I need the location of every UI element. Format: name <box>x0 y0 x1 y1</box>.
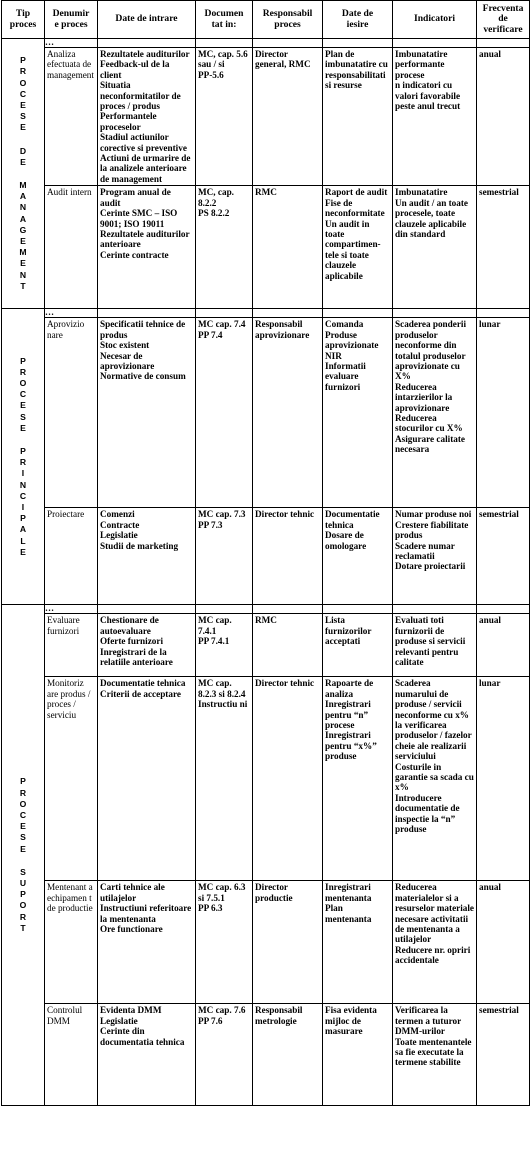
empty-cell <box>98 39 196 48</box>
vertical-letter: E <box>20 258 26 269</box>
cell-line: Scaderea ponderii produselor neconforme din totalul produselor aprovizionate cu X% <box>395 319 467 382</box>
cell-line: Contracte <box>100 519 140 530</box>
cell-line: NIR <box>325 350 342 361</box>
vertical-letter: A <box>19 524 27 535</box>
cell-line: MC cap. 7.4 <box>198 319 246 330</box>
vertical-letter: O <box>19 377 27 388</box>
cell-line: MC cap. 7.3 <box>198 509 246 520</box>
table-row <box>2 614 530 677</box>
cell-intrare <box>98 614 196 677</box>
cell-denumire: Evaluare furnizori <box>45 614 98 677</box>
ellipsis: … <box>45 39 98 48</box>
cell-line: Comanda <box>325 319 364 330</box>
empty-cell <box>98 309 196 318</box>
empty-cell <box>253 39 323 48</box>
vertical-letter: E <box>20 546 26 557</box>
vertical-letter: N <box>19 479 27 490</box>
cell-responsabil: RMC <box>253 186 323 309</box>
ellipsis-row <box>2 39 530 48</box>
cell-frecventa: lunar <box>477 677 530 881</box>
cell-line: Informatii evaluare furnizori <box>325 360 366 392</box>
header-tip: Tip proces <box>2 1 45 39</box>
header-iesire: Date de iesire <box>323 1 393 39</box>
vertical-letter: I <box>21 501 25 512</box>
cell-frecventa: anual <box>477 48 530 186</box>
vertical-letter: R <box>19 787 27 798</box>
cell-line: MC, cap. 5.6 <box>198 49 248 59</box>
table-row <box>2 318 530 508</box>
cell-line: Rapoarte de analiza <box>325 678 374 699</box>
cell-line: Cerinte contracte <box>100 249 169 260</box>
cell-documentat <box>196 48 253 186</box>
process-type-management <box>2 39 45 309</box>
table-row <box>2 881 530 1004</box>
vertical-letter: E <box>20 236 26 247</box>
cell-line: Oferte furnizori <box>100 636 164 647</box>
vertical-letter: R <box>19 66 27 77</box>
cell-line: PP 7.4 <box>198 329 223 340</box>
ellipsis: … <box>45 605 98 614</box>
cell-indicatori <box>393 508 477 605</box>
vertical-letter: P <box>20 513 26 524</box>
cell-line: PP 7.4.1 <box>198 636 230 647</box>
empty-cell <box>477 39 530 48</box>
empty-cell <box>393 39 477 48</box>
cell-line: Instructiuni referitoare la mentenanta <box>100 903 192 924</box>
cell-documentat <box>196 508 253 605</box>
cell-line: Reducerea intarzierilor la aprovizionare <box>395 381 453 413</box>
vertical-letter: N <box>19 269 27 280</box>
vertical-letter: N <box>19 202 27 213</box>
vertical-letter: R <box>19 911 27 922</box>
cell-line: Actiuni de urmarire de la analizele anterioare de management <box>100 153 191 184</box>
table-row <box>2 48 530 186</box>
cell-line: Ore functionare <box>100 923 163 934</box>
cell-documentat <box>196 881 253 1004</box>
cell-line: Produse aprovizionate <box>325 329 379 351</box>
cell-denumire: Controlul DMM <box>45 1004 98 1106</box>
cell-line: Dotare proiectarii <box>395 561 466 572</box>
empty-cell <box>196 605 253 614</box>
vertical-letter: C <box>19 810 27 821</box>
cell-line: Toate mentenantele sa fie executate la termene stabilite <box>395 1036 472 1068</box>
cell-indicatori <box>393 677 477 881</box>
vertical-letter <box>2 168 44 180</box>
vertical-letter: T <box>20 922 26 933</box>
cell-line: Program anual de audit <box>100 187 171 208</box>
cell-responsabil: Director tehnic <box>253 677 323 881</box>
cell-line: Dosare de omologare <box>325 530 367 551</box>
cell-line: MC cap. 7.4.1 <box>198 615 232 636</box>
cell-line: PP 7.3 <box>198 519 223 530</box>
vertical-letter: C <box>19 389 27 400</box>
cell-frecventa: semestrial <box>477 1004 530 1106</box>
cell-line: PP 6.3 <box>198 903 223 914</box>
cell-line: MC cap. 6.3 si 7.5.1 <box>198 882 246 903</box>
vertical-letter: S <box>20 111 26 122</box>
cell-frecventa: semestrial <box>477 508 530 605</box>
empty-cell <box>323 605 393 614</box>
cell-line: Evidenta DMM <box>100 1005 162 1016</box>
cell-line: Cerinte SMC – ISO 9001; ISO 19011 <box>100 208 178 229</box>
cell-frecventa: lunar <box>477 318 530 508</box>
cell-iesire <box>323 677 393 881</box>
empty-cell <box>477 309 530 318</box>
cell-line: Numar produse noi <box>395 509 472 520</box>
cell-frecventa: semestrial <box>477 186 530 309</box>
cell-line: PP-5.6 <box>198 69 224 80</box>
vertical-letter: S <box>20 411 26 422</box>
vertical-letter: A <box>19 191 27 202</box>
cell-line: PS 8.2.2 <box>198 208 230 219</box>
cell-indicatori <box>393 48 477 186</box>
vertical-letter: I <box>21 468 25 479</box>
cell-iesire <box>323 881 393 1004</box>
cell-frecventa: anual <box>477 881 530 1004</box>
vertical-letter: C <box>19 88 27 99</box>
cell-responsabil: Director general, RMC <box>253 48 323 186</box>
cell-indicatori <box>393 1004 477 1106</box>
cell-indicatori <box>393 186 477 309</box>
cell-intrare <box>98 881 196 1004</box>
cell-documentat <box>196 1004 253 1106</box>
cell-line: Fise de neconformitate <box>325 197 385 219</box>
cell-responsabil: Responsabil metrologie <box>253 1004 323 1106</box>
cell-line: Criterii de acceptare <box>100 688 181 699</box>
cell-line: Reducerea materialelor si a resurselor materiale necesare activitatii de mentenanta a utilajelor <box>395 882 474 945</box>
cell-line: Legislatie <box>100 530 138 541</box>
cell-line: Crestere fiabilitate produs <box>395 519 469 541</box>
vertical-letter <box>2 855 44 867</box>
vertical-letter: P <box>20 55 26 66</box>
cell-denumire: Aprovizio nare <box>45 318 98 508</box>
vertical-letter: E <box>20 122 26 133</box>
cell-line: Introducere documentatie de inspectie la “n” produse <box>395 792 460 834</box>
cell-intrare <box>98 508 196 605</box>
vertical-letter: O <box>19 900 27 911</box>
empty-cell <box>253 605 323 614</box>
empty-cell <box>98 605 196 614</box>
cell-intrare <box>98 318 196 508</box>
vertical-letter: P <box>20 445 26 456</box>
cell-line: Stoc existent <box>100 340 150 351</box>
cell-line: Imbunatatire <box>395 187 448 198</box>
vertical-letter: E <box>20 100 26 111</box>
cell-line: Rezultatele auditurilor anterioare <box>100 228 190 250</box>
vertical-letter: E <box>20 821 26 832</box>
vertical-letter: O <box>19 798 27 809</box>
vertical-letter: T <box>20 280 26 291</box>
cell-line: Studii de marketing <box>100 540 179 551</box>
cell-line: MC cap. 8.2.3 si 8.2.4 <box>198 678 246 699</box>
cell-line: Documentatie tehnica <box>100 678 186 689</box>
cell-iesire <box>323 186 393 309</box>
table-row <box>2 186 530 309</box>
cell-documentat <box>196 186 253 309</box>
vertical-letter: E <box>20 400 26 411</box>
vertical-letter: E <box>20 422 26 433</box>
cell-responsabil: RMC <box>253 614 323 677</box>
table-row <box>2 677 530 881</box>
cell-line: n indicatori cu valori favorabile peste anul trecut <box>395 80 461 112</box>
cell-line: Feedback-ul de la client <box>100 59 170 80</box>
vertical-letter: P <box>20 776 26 787</box>
empty-cell <box>477 605 530 614</box>
header-denumire: Denumir e proces <box>45 1 98 39</box>
process-matrix-table <box>1 0 530 1106</box>
cell-line: Scaderea numarului de produse / servicii neconforme cu x% la verificarea produselor / fazelor cheie ale realizarii serviciului <box>395 678 472 762</box>
cell-line: Un audit in toate compartimen-tele si toate clauzele aplicabile <box>325 218 381 281</box>
cell-line: Inregistrari mentenanta <box>325 882 372 903</box>
cell-intrare <box>98 186 196 309</box>
vertical-letter: R <box>19 366 27 377</box>
cell-line: Reducere nr. opriri accidentale <box>395 944 471 966</box>
header-indicatori: Indicatori <box>393 1 477 39</box>
header-documentat: Documen tat in: <box>196 1 253 39</box>
cell-iesire: Plan de imbunatatire cu responsabilitati si resurse <box>323 48 393 186</box>
cell-intrare <box>98 677 196 881</box>
cell-line: Inregistrari pentru “x%” produse <box>325 730 377 762</box>
cell-line: Chestionare de autoevaluare <box>100 615 159 636</box>
ellipsis-row <box>2 605 530 614</box>
cell-line: Legislatie <box>100 1015 138 1026</box>
cell-responsabil: Director tehnic <box>253 508 323 605</box>
empty-cell <box>196 309 253 318</box>
ellipsis: … <box>45 309 98 318</box>
cell-line: Cerinte din documentatia tehnica <box>100 1026 185 1047</box>
cell-line: Situatia neconformitatilor de proces / produs <box>100 80 181 112</box>
cell-line: Raport de audit <box>325 187 388 198</box>
cell-indicatori <box>393 614 477 677</box>
cell-line: Un audit / an toate procesele, toate clauzele aplicabile din standard <box>395 197 468 239</box>
process-type-principale <box>2 309 45 605</box>
empty-cell <box>323 39 393 48</box>
cell-denumire: Analiza efectuata de management <box>45 48 98 186</box>
table-row <box>2 508 530 605</box>
cell-line: Asigurare calitate necesara <box>395 433 465 455</box>
cell-line: Stadiul actiunilor corective si preventive <box>100 132 187 153</box>
table-row <box>2 1004 530 1106</box>
header-frecventa: Frecventa de verificare <box>477 1 530 39</box>
cell-line: Specificatii tehnice de produs <box>100 319 186 340</box>
cell-line: PP 7.6 <box>198 1015 223 1026</box>
cell-indicatori <box>393 881 477 1004</box>
empty-cell <box>253 309 323 318</box>
header-row <box>2 1 530 39</box>
vertical-letter: O <box>19 77 27 88</box>
cell-documentat <box>196 677 253 881</box>
empty-cell <box>393 605 477 614</box>
cell-line: Performantele proceselor <box>100 111 157 132</box>
cell-intrare <box>98 1004 196 1106</box>
cell-line: Evaluati toti furnizorii de produse si servicii relevanti pentru calitate <box>395 615 466 667</box>
cell-line: Comenzi <box>100 509 135 520</box>
vertical-letter: R <box>19 457 27 468</box>
vertical-letter: G <box>19 224 27 235</box>
cell-line: Scadere numar reclamatii <box>395 540 455 561</box>
cell-line: Instructiu ni <box>198 699 248 710</box>
empty-cell <box>323 309 393 318</box>
cell-line: Inregistrari pentru “n” procese <box>325 699 371 730</box>
cell-responsabil: Director productie <box>253 881 323 1004</box>
cell-iesire: Fisa evidenta mijloc de masurare <box>323 1004 393 1106</box>
cell-line: Documentatie tehnica <box>325 509 380 530</box>
cell-iesire <box>323 318 393 508</box>
vertical-letter: U <box>19 878 27 889</box>
cell-iesire: Lista furnizorilor acceptati <box>323 614 393 677</box>
ellipsis-row <box>2 309 530 318</box>
cell-line: Reducerea stocurilor cu X% <box>395 412 463 434</box>
vertical-letter: P <box>20 889 26 900</box>
cell-responsabil: Responsabil aprovizionare <box>253 318 323 508</box>
vertical-letter: D <box>19 145 27 156</box>
cell-line: MC, cap. 8.2.2 <box>198 187 234 208</box>
cell-line: sau / si <box>198 59 225 70</box>
cell-denumire: Monitoriz are produs / proces / serviciu <box>45 677 98 881</box>
vertical-letter: S <box>20 866 26 877</box>
cell-intrare <box>98 48 196 186</box>
cell-line: Necesar de aprovizionare <box>100 350 155 371</box>
cell-line: Verificarea la termen a tuturor DMM-urilor <box>395 1005 461 1037</box>
process-type-suport <box>2 605 45 1106</box>
header-intrare: Date de intrare <box>98 1 196 39</box>
header-responsabil: Responsabil proces <box>253 1 323 39</box>
cell-iesire <box>323 508 393 605</box>
vertical-letter: C <box>19 490 27 501</box>
vertical-letter: L <box>20 535 26 546</box>
vertical-letter: E <box>20 843 26 854</box>
cell-denumire: Proiectare <box>45 508 98 605</box>
vertical-letter: S <box>20 832 26 843</box>
cell-indicatori <box>393 318 477 508</box>
vertical-letter: E <box>20 156 26 167</box>
empty-cell <box>196 39 253 48</box>
cell-denumire: Mentenant a echipamen t de productie <box>45 881 98 1004</box>
table-body <box>2 39 530 1106</box>
vertical-letter: P <box>20 355 26 366</box>
cell-denumire: Audit intern <box>45 186 98 309</box>
cell-line: Rezultatele auditurilor <box>100 49 190 59</box>
vertical-letter: M <box>19 180 27 191</box>
cell-line: Normative de consum <box>100 371 186 382</box>
cell-line: Plan mentenanta <box>325 903 372 924</box>
empty-cell <box>393 309 477 318</box>
cell-line: Inregistrari de la relatiile anterioare <box>100 646 173 667</box>
cell-line: Imbunatatire performante procese <box>395 49 448 80</box>
cell-documentat <box>196 318 253 508</box>
cell-line: Costurile in garantie sa scada cu x% <box>395 761 474 793</box>
vertical-letter <box>2 434 44 446</box>
cell-frecventa: anual <box>477 614 530 677</box>
cell-documentat <box>196 614 253 677</box>
cell-line: Carti tehnice ale utilajelor <box>100 882 165 903</box>
vertical-letter <box>2 134 44 146</box>
vertical-letter: A <box>19 213 27 224</box>
cell-line: MC cap. 7.6 <box>198 1005 246 1016</box>
vertical-letter: M <box>19 247 27 258</box>
